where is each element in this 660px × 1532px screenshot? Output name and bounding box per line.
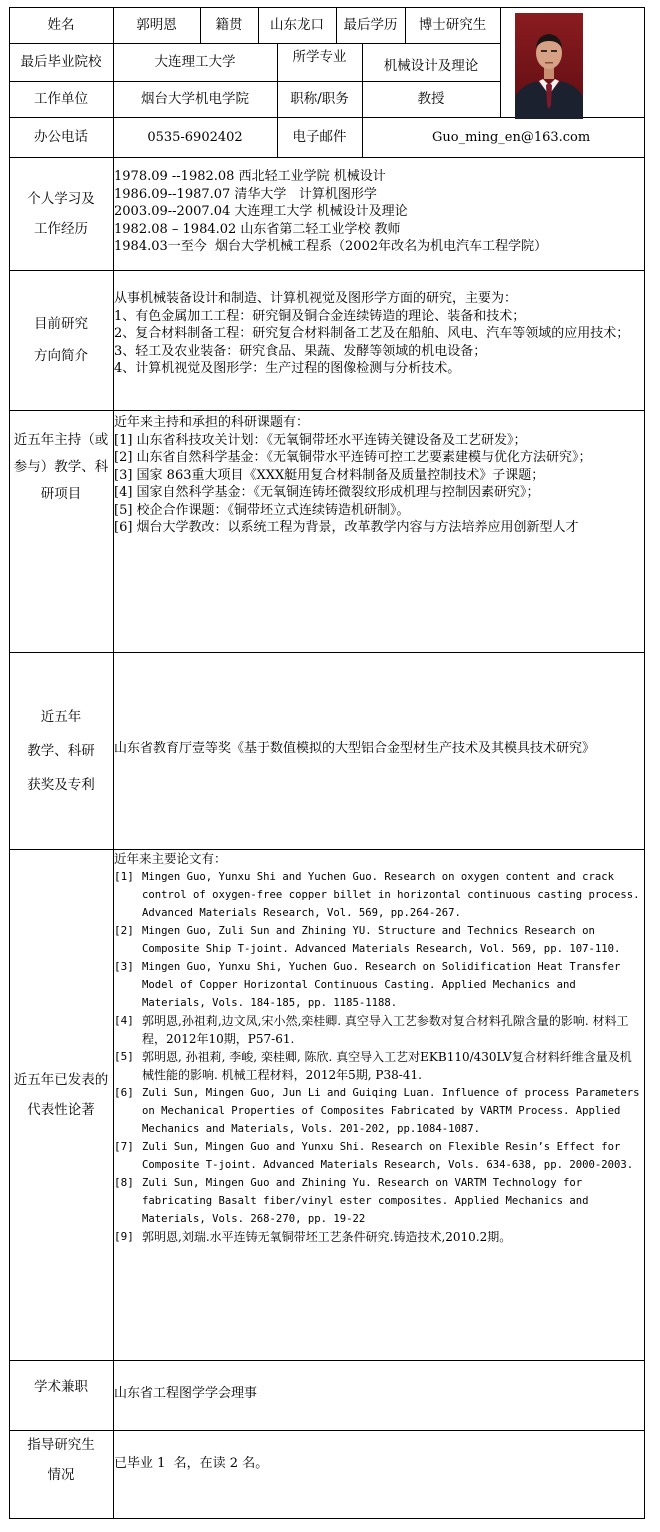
experience-line: 1982.08 – 1984.02 山东省第二轻工业学校 教师 [114, 221, 401, 237]
divider [500, 7, 501, 117]
project-line: [4] 国家自然科学基金：《无氧铜连铸坯微裂纹形成机理与控制因素研究》； [114, 485, 540, 500]
papers-label: 近五年已发表的 代表性论著 [13, 1071, 109, 1118]
paper-item: [3] Mingen Guo, Yunxu Shi, Yuchen Guo. Research on Solidification Heat Transfer Model of Copper Horizontal Continuous Casting. Applied Mechanics and Materials, Vols. 184-185, pp. 1185-1188. [114, 960, 621, 1009]
degree-label: 最后学历 [343, 16, 398, 33]
paper-item: [6] Zuli Sun, Mingen Guo, Jun Li and Guiqing Luan. Influence of process Parameters on Mechanical Properties of Composites Fabricated by VARTM Process. Applied Mechanics and Materials, Vols. 201-202, pp.1084-1087. [114, 1086, 640, 1135]
academic-line: 山东省工程图学学会理事 [114, 1386, 258, 1401]
project-line: [5] 校企合作课题：《铜带坯立式连续铸造机研制》。 [114, 502, 410, 518]
experience-line: 1978.09 --1982.08 西北轻工业学院 机械设计 [114, 169, 386, 184]
major-label: 所学专业 [292, 48, 347, 65]
project-line: 近年来主持和承担的科研课题有： [114, 415, 310, 430]
project-line: [1] 山东省科技攻关计划：《无氧铜带坯水平连铸关键设备及工艺研发》； [114, 432, 527, 448]
name-value: 郭明恩 [136, 16, 177, 33]
paper-item: [8] Zuli Sun, Mingen Guo and Zhining Yu. Research on VARTM Technology for fabricating Basalt fiber/vinyl ester composites. Applied Mechanics and Materials, Vols. 268-270, pp. 19-22 [114, 1176, 589, 1225]
research-line: 1、有色金属加工工程：研究铜及铜合金连续铸造的理论、装备和技术； [114, 308, 526, 324]
title-value: 教授 [417, 90, 445, 107]
unit-value: 烟台大学机电学院 [141, 90, 249, 107]
resume-form [9, 7, 645, 1519]
border-bottom [9, 1518, 645, 1519]
research-line: 从事机械装备设计和制造、计算机视觉及图形学方面的研究，主要为： [114, 291, 518, 306]
awards-content [114, 740, 642, 758]
award-line: 山东省教育厅壹等奖《基于数值模拟的大型铝合金型材生产技术及其模具技术研究》 [114, 741, 596, 756]
research-content [114, 290, 642, 378]
research-label: 目前研究 方向简介 [34, 316, 88, 364]
portrait-photo [515, 13, 583, 119]
experience-line: 1986.09--1987.07 清华大学 计算机图形学 [114, 186, 377, 202]
project-line: [3] 国家 863重大项目《XXX艇用复合材料制备及质量控制技术》子课题； [114, 467, 545, 483]
awards-label: 近五年 教学、科研 获奖及专利 [27, 708, 95, 793]
email-label: 电子邮件 [292, 128, 347, 145]
paper-item: [2] Mingen Guo, Zuli Sun and Zhining YU. Structure and Technics Research on Composite Ship T-joint. Advanced Materials Research, Vol. 569, pp. 107-110. [114, 924, 621, 955]
academic-content [114, 1385, 257, 1403]
research-line: 2、复合材料制备工程：研究复合材料制备工艺及在船舶、风电、汽车等领域的应用技术； [114, 326, 630, 341]
experience-line: 2003.09--2007.04 大连理工大学 机械设计及理论 [114, 204, 408, 219]
origin-label: 籍贯 [215, 16, 243, 33]
paper-item: [9] 郭明恩,刘瑞.水平连铸无氧铜带坯工艺条件研究.铸造技术,2010.2期。 [114, 1230, 512, 1244]
projects-content [114, 414, 642, 537]
paper-item: [5] 郭明恩, 孙祖莉, 李峻, 栾桂卿, 陈欣. 真空导入工艺对EKB110/430LV复合材料纤维含量及机械性能的影响. 机械工程材料，2012年5期, P38-41. [114, 1050, 632, 1082]
degree-value: 博士研究生 [418, 16, 487, 33]
papers-intro: 近年来主要论文有： [114, 851, 227, 866]
papers-content [114, 850, 642, 1246]
school-label: 最后毕业院校 [20, 53, 102, 70]
experience-line: 1984.03一至今 烟台大学机械工程系（2002年改名为机电汽车工程学院） [114, 239, 548, 254]
name-label: 姓名 [47, 16, 75, 33]
school-value: 大连理工大学 [154, 53, 236, 70]
project-line: [2] 山东省自然科学基金：《无氧铜带水平连铸可控工艺要素建模与优化方法研究》； [114, 450, 592, 465]
experience-content [114, 168, 547, 256]
project-line: [6] 烟台大学教改：以系统工程为背景，改革教学内容与方法培养应用创新型人才 [114, 520, 579, 535]
border-right [644, 7, 645, 1519]
research-line: 3、轻工及农业装备：研究食品、果蔬、发酵等领域的机电设备； [114, 343, 487, 359]
academic-label: 学术兼职 [34, 1379, 88, 1395]
origin-value: 山东龙口 [270, 16, 324, 33]
phone-value: 0535-6902402 [147, 129, 243, 145]
projects-label: 近五年主持（或 参与）教学、科 研项目 [13, 431, 109, 502]
paper-item: [1] Mingen Guo, Yunxu Shi and Yuchen Guo. Research on oxygen content and crack control of oxygen-free copper billet in horizontal continuous casting process. Advanced Materials Research, Vol. 569, pp.264-267. [114, 870, 640, 919]
email-value: Guo_ming_en@163.com [432, 129, 591, 145]
students-label: 指导研究生 情况 [27, 1437, 95, 1483]
students-line: 已毕业 1 名，在读 2 名。 [114, 1456, 269, 1471]
paper-item: [4] 郭明恩,孙祖莉,边文凤,宋小然,栾桂卿. 真空导入工艺参数对复合材料孔隙含量的影响. 材料工程，2012年10期，P57-61. [114, 1014, 629, 1046]
students-content [114, 1455, 268, 1473]
major-value: 机械设计及理论 [383, 57, 479, 74]
unit-label: 工作单位 [34, 90, 88, 107]
phone-label: 办公电话 [34, 128, 88, 145]
experience-label: 个人学习及 工作经历 [27, 190, 95, 237]
research-line: 4、计算机视觉及图形学：生产过程的图像检测与分析技术。 [114, 361, 461, 376]
paper-item: [7] Zuli Sun, Mingen Guo and Yunxu Shi. Research on Flexible Resin’s Effect for Composite T-joint. Advanced Materials Research, Vols. 634-638, pp. 2000-2003. [114, 1140, 634, 1171]
title-label: 职称/职务 [290, 90, 349, 107]
